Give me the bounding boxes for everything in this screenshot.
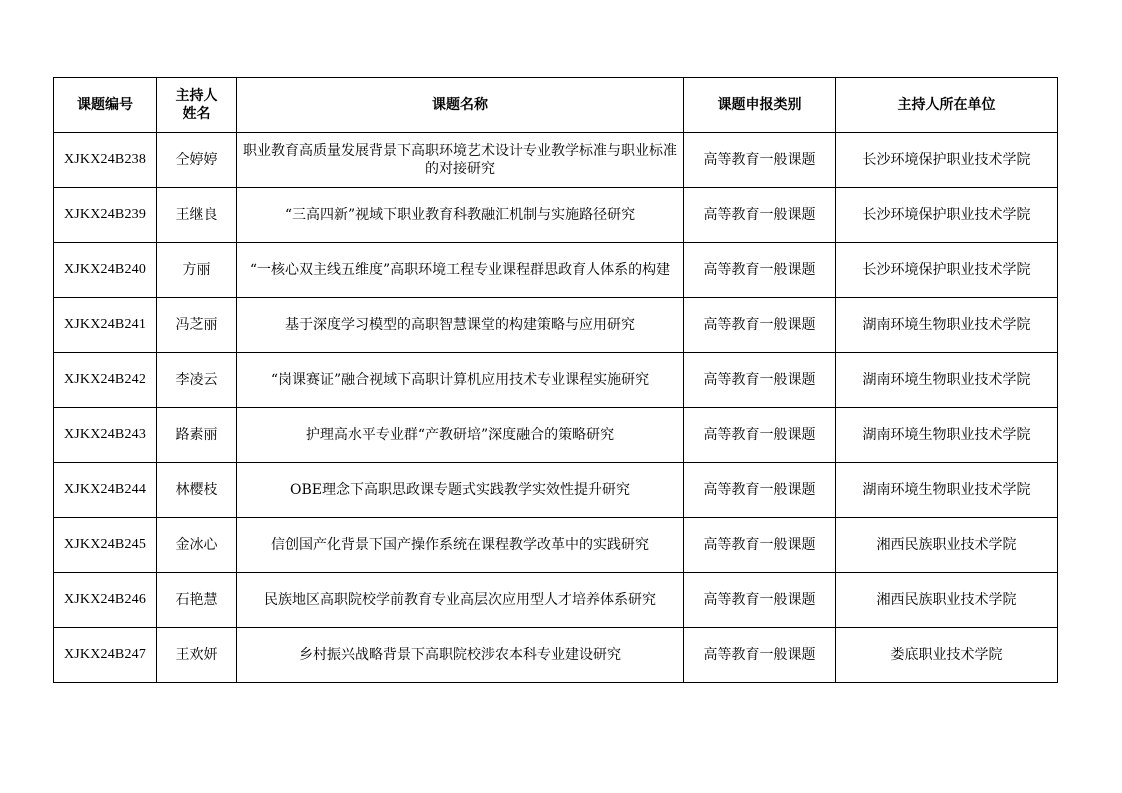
table-row: [54, 408, 1058, 463]
cell-category: 高等教育一般课题: [684, 353, 836, 408]
cell-unit: 湘西民族职业技术学院: [836, 573, 1058, 628]
cell-unit: 湘西民族职业技术学院: [836, 518, 1058, 573]
cell-title: 护理高水平专业群“产教研培”深度融合的策略研究: [237, 408, 684, 463]
table-row: [54, 353, 1058, 408]
project-table: [53, 77, 1058, 683]
cell-code: XJKX24B245: [54, 518, 157, 573]
cell-code: XJKX24B244: [54, 463, 157, 518]
cell-category: 高等教育一般课题: [684, 628, 836, 683]
table-row: [54, 133, 1058, 188]
table-row: [54, 298, 1058, 353]
cell-unit: 娄底职业技术学院: [836, 628, 1058, 683]
cell-code: XJKX24B238: [54, 133, 157, 188]
cell-host: 王欢妍: [157, 628, 237, 683]
cell-host: 石艳慧: [157, 573, 237, 628]
header-code: 课题编号: [54, 78, 157, 133]
cell-unit: 湖南环境生物职业技术学院: [836, 463, 1058, 518]
cell-category: 高等教育一般课题: [684, 408, 836, 463]
cell-host: 冯芝丽: [157, 298, 237, 353]
cell-title: 信创国产化背景下国产操作系统在课程教学改革中的实践研究: [237, 518, 684, 573]
cell-unit: 湖南环境生物职业技术学院: [836, 408, 1058, 463]
table-row: [54, 573, 1058, 628]
header-unit: 主持人所在单位: [836, 78, 1058, 133]
cell-code: XJKX24B243: [54, 408, 157, 463]
cell-category: 高等教育一般课题: [684, 188, 836, 243]
cell-unit: 长沙环境保护职业技术学院: [836, 133, 1058, 188]
header-row: [54, 78, 1058, 133]
cell-code: XJKX24B246: [54, 573, 157, 628]
cell-title: “一核心双主线五维度”高职环境工程专业课程群思政育人体系的构建: [237, 243, 684, 298]
table-row: [54, 518, 1058, 573]
cell-code: XJKX24B240: [54, 243, 157, 298]
cell-category: 高等教育一般课题: [684, 298, 836, 353]
header-host: [157, 78, 237, 133]
cell-unit: 湖南环境生物职业技术学院: [836, 353, 1058, 408]
cell-code: XJKX24B239: [54, 188, 157, 243]
cell-title: 乡村振兴战略背景下高职院校涉农本科专业建设研究: [237, 628, 684, 683]
cell-category: 高等教育一般课题: [684, 243, 836, 298]
header-category: 课题申报类别: [684, 78, 836, 133]
cell-host: 王继良: [157, 188, 237, 243]
cell-unit: 长沙环境保护职业技术学院: [836, 243, 1058, 298]
cell-title: 职业教育高质量发展背景下高职环境艺术设计专业教学标准与职业标准的对接研究: [237, 133, 684, 188]
cell-title: 民族地区高职院校学前教育专业高层次应用型人才培养体系研究: [237, 573, 684, 628]
cell-host: 林樱枝: [157, 463, 237, 518]
cell-title: “岗课赛证”融合视域下高职计算机应用技术专业课程实施研究: [237, 353, 684, 408]
cell-host: 方丽: [157, 243, 237, 298]
cell-host: 金冰心: [157, 518, 237, 573]
table-row: [54, 243, 1058, 298]
header-title: 课题名称: [237, 78, 684, 133]
cell-code: XJKX24B242: [54, 353, 157, 408]
cell-category: 高等教育一般课题: [684, 573, 836, 628]
table-row: [54, 463, 1058, 518]
cell-code: XJKX24B241: [54, 298, 157, 353]
table-row: [54, 628, 1058, 683]
cell-host: 路素丽: [157, 408, 237, 463]
cell-unit: 长沙环境保护职业技术学院: [836, 188, 1058, 243]
cell-title: “三高四新”视域下职业教育科教融汇机制与实施路径研究: [237, 188, 684, 243]
cell-category: 高等教育一般课题: [684, 133, 836, 188]
cell-code: XJKX24B247: [54, 628, 157, 683]
cell-title: 基于深度学习模型的高职智慧课堂的构建策略与应用研究: [237, 298, 684, 353]
table-row: [54, 188, 1058, 243]
cell-host: 李凌云: [157, 353, 237, 408]
cell-category: 高等教育一般课题: [684, 518, 836, 573]
cell-title: OBE理念下高职思政课专题式实践教学实效性提升研究: [237, 463, 684, 518]
cell-category: 高等教育一般课题: [684, 463, 836, 518]
header-host-text: 主持人姓名: [175, 88, 218, 122]
cell-unit: 湖南环境生物职业技术学院: [836, 298, 1058, 353]
cell-host: 仝婷婷: [157, 133, 237, 188]
